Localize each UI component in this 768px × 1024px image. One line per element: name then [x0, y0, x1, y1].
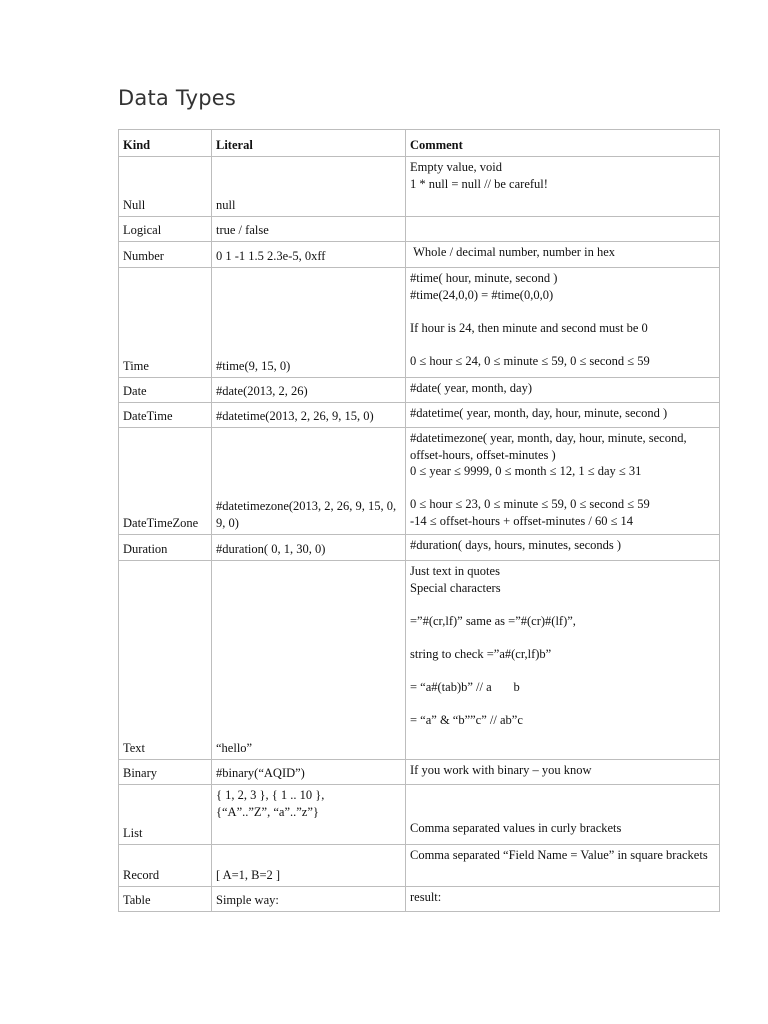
table-row	[119, 403, 720, 428]
comment-cell: Whole / decimal number, number in hex	[406, 242, 720, 268]
literal-cell: [ A=1, B=2 ]	[212, 845, 406, 887]
literal-cell: #datetime(2013, 2, 26, 9, 15, 0)	[212, 403, 406, 428]
comment-cell: Just text in quotes Special characters =”#(cr,lf)” same as =”#(cr)#(lf)”, string to check =”a#(cr,lf)b” = “a#(tab)b” // a b = “a” & “b””c” // ab”c	[406, 561, 720, 760]
table-row	[119, 242, 720, 268]
kind-cell: Null	[119, 157, 212, 217]
page-title: Data Types	[118, 86, 236, 110]
table-row	[119, 785, 720, 845]
comment-cell: #time( hour, minute, second ) #time(24,0,0) = #time(0,0,0) If hour is 24, then minute and second must be 0 0 ≤ hour ≤ 24, 0 ≤ minute ≤ 59, 0 ≤ second ≤ 59	[406, 268, 720, 378]
kind-cell: Logical	[119, 217, 212, 242]
comment-cell: Comma separated “Field Name = Value” in square brackets	[406, 845, 720, 887]
kind-cell: Number	[119, 242, 212, 268]
table-row	[119, 217, 720, 242]
comment-cell: If you work with binary – you know	[406, 760, 720, 785]
kind-cell: Date	[119, 378, 212, 403]
literal-cell: #date(2013, 2, 26)	[212, 378, 406, 403]
comment-cell: result:	[406, 887, 720, 912]
kind-cell: Binary	[119, 760, 212, 785]
literal-cell: true / false	[212, 217, 406, 242]
literal-cell: { 1, 2, 3 }, { 1 .. 10 }, {“A”..”Z”, “a”..”z”}	[212, 785, 406, 845]
table-row	[119, 760, 720, 785]
table-row	[119, 535, 720, 561]
data-types-table	[118, 129, 720, 912]
table-row	[119, 845, 720, 887]
comment-cell: #datetimezone( year, month, day, hour, minute, second, offset-hours, offset-minutes ) 0 ≤ year ≤ 9999, 0 ≤ month ≤ 12, 1 ≤ day ≤ 31 0 ≤ hour ≤ 23, 0 ≤ minute ≤ 59, 0 ≤ second ≤ 59 -14 ≤ offset-hours + offset-minutes / 60 ≤ 14	[406, 428, 720, 535]
table-row	[119, 378, 720, 403]
kind-cell: Table	[119, 887, 212, 912]
comment-cell: #datetime( year, month, day, hour, minute, second )	[406, 403, 720, 428]
table-row	[119, 887, 720, 912]
literal-cell: #duration( 0, 1, 30, 0)	[212, 535, 406, 561]
header-comment: Comment	[406, 130, 720, 157]
comment-cell	[406, 217, 720, 242]
table-header-row	[119, 130, 720, 157]
kind-cell: DateTimeZone	[119, 428, 212, 535]
kind-cell: Record	[119, 845, 212, 887]
literal-cell: #datetimezone(2013, 2, 26, 9, 15, 0, 9, 0)	[212, 428, 406, 535]
comment-cell: Empty value, void 1 * null = null // be careful!	[406, 157, 720, 217]
literal-cell: null	[212, 157, 406, 217]
literal-cell: #time(9, 15, 0)	[212, 268, 406, 378]
comment-cell: Comma separated values in curly brackets	[406, 785, 720, 845]
table-row	[119, 561, 720, 760]
kind-cell: List	[119, 785, 212, 845]
comment-cell: #date( year, month, day)	[406, 378, 720, 403]
literal-cell: “hello”	[212, 561, 406, 760]
literal-cell: 0 1 -1 1.5 2.3e-5, 0xff	[212, 242, 406, 268]
table-row	[119, 268, 720, 378]
comment-cell: #duration( days, hours, minutes, seconds )	[406, 535, 720, 561]
header-kind: Kind	[119, 130, 212, 157]
literal-cell: #binary(“AQID”)	[212, 760, 406, 785]
kind-cell: Text	[119, 561, 212, 760]
kind-cell: Duration	[119, 535, 212, 561]
table-row	[119, 157, 720, 217]
header-literal: Literal	[212, 130, 406, 157]
kind-cell: DateTime	[119, 403, 212, 428]
table-row	[119, 428, 720, 535]
kind-cell: Time	[119, 268, 212, 378]
literal-cell: Simple way:	[212, 887, 406, 912]
